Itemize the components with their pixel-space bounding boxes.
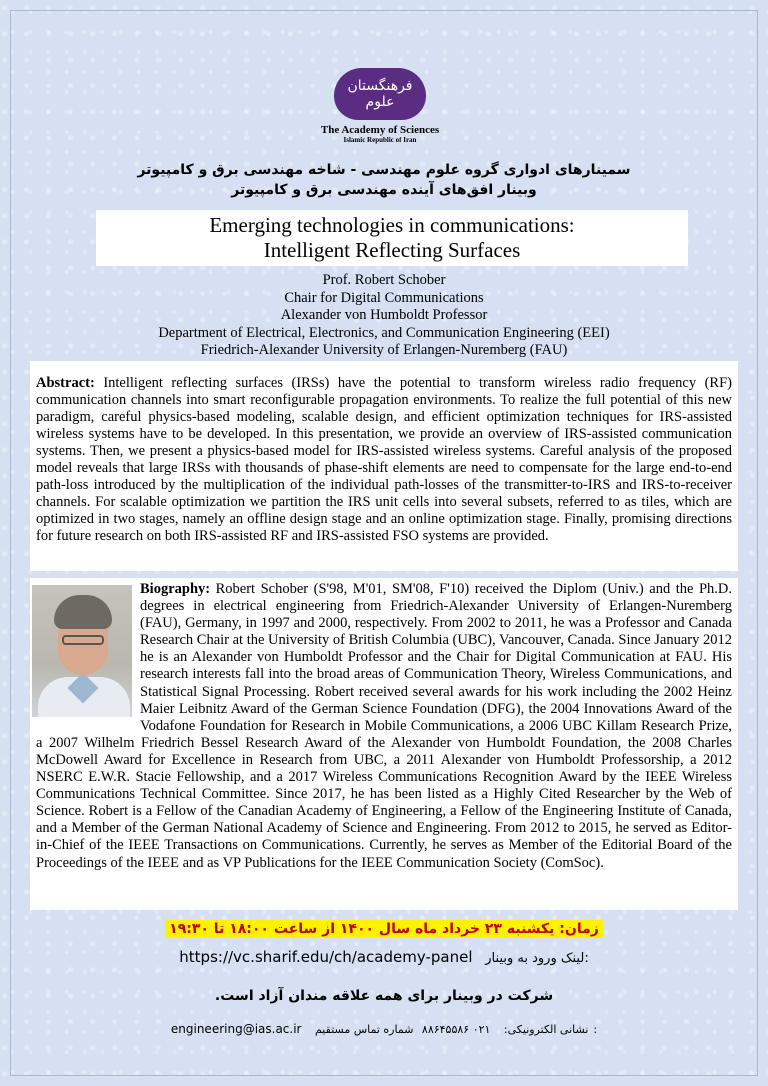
contact-email[interactable]: engineering@ias.ac.ir [170, 1022, 302, 1036]
talk-title-line1: Emerging technologies in communications: [209, 213, 575, 237]
abstract-label: Abstract: [36, 375, 95, 391]
contact-phone: ۰۲۱ ۸۸۶۴۵۵۸۶ [421, 1023, 491, 1036]
speaker-info [0, 272, 768, 360]
speaker-position-2: Alexander von Humboldt Professor [280, 307, 488, 323]
webinar-link-label: لینک ورود به وبینار: [485, 951, 589, 966]
contact-email-label: نشانی الکترونیکی: [503, 1023, 589, 1036]
speaker-department: Department of Electrical, Electronics, and Communication Engineering (EEI) [158, 324, 610, 341]
speaker-university: Friedrich-Alexander University of Erlangen-Nuremberg (FAU) [200, 342, 568, 358]
schedule-text: زمان: یکشنبه ۲۳ خرداد ماه سال ۱۴۰۰ از ساعت ۱۸:۰۰ تا ۱۹:۳۰ [165, 920, 603, 938]
talk-title [96, 210, 688, 266]
schedule-line [0, 920, 768, 938]
academy-logo [318, 68, 442, 158]
biography-text: Robert Schober (S'98, M'01, SM'08, F'10) received the Diplom (Univ.) and the Ph.D. degrees in electrical engineering from Friedrich-Alexander University of Erlangen-Nuremberg (FAU), Germany, in 1997 and 2000, respectively. From 2002 to 2011, he was a Professor and Canada Research Chair at the University of British Columbia (UBC), Vancouver, Canada. Since January 2012 he is an Alexander von Humboldt Professor and the Chair for Digital Communication at FAU. His research interests fall into the broad areas of Communication Theory, Wireless Communications, and Statistical Signal Processing. Robert received several awards for his work including the 2002 Heinz Maier Leibnitz Award of the German Science Foundation (DFG), the 2004 Innovations Award of the Vodafone Foundation for Research in Mobile Communications, a 2006 UBC Killam Research Prize, a 2007 Wilhelm Friedrich Bessel Research Award of the Alexander von Humboldt Foundation, the 2008 Charles McDowell Award for Excellence in Research from UBC, a 2011 Alexander von Humboldt Professorship, a 2012 NSERC E.W.R. Stacie Fellowship, and a 2017 Wireless Communications Recognition Award by the IEEE Wireless Communications Technical Committee. Since 2017, he has been listed as a Highly Cited Researcher by the Web of Science. Robert is a Fellow of the Canadian Academy of Engineering, a Fellow of the Engineering Institute of Canada, and a Member of the German National Academy of Science and Engineering. From 2012 to 2015, he served as Editor-in-Chief of the IEEE Transactions on Communications. Currently, he serves as Member of the Editorial Board of the Proceedings of the IEEE and as VP Publications for the IEEE Communication Society (ComSoc). [36, 581, 733, 871]
abstract-section [30, 361, 738, 571]
contact-phone-label: شماره تماس مستقیم: [314, 1023, 598, 1036]
speaker-position-1: Chair for Digital Communications [284, 289, 484, 306]
logo-fa-text: فرهنگستان علوم [347, 78, 413, 110]
contact-line [0, 1022, 768, 1036]
talk-title-line2: Intelligent Reflecting Surfaces [263, 238, 521, 262]
abstract-text: Intelligent reflecting surfaces (IRSs) have the potential to transform wireless radio frequency (RF) communication channels into smart reconfigurable propagation environments. To realize the full potential of this new paradigm, careful physics-based modeling, scalable design, and efficient optimization techniques for IRS-assisted wireless systems have to be developed. In this presentation, we provide an overview of IRS-assisted communication systems. Then, we present a physics-based model for IRS-assisted wireless systems. Careful analysis of the proposed model reveals that large IRSs with thousands of phase-shift elements are need to compensate for the large end-to-end path-loss introduced by the multiplication of the individual path-losses of the transmitter-to-IRS and IRS-to-receiver channels. For scalable optimization we partition the IRS unit cells into several subsets, referred to as tiles, which are optimized in two stages, namely an offline design stage and an online optimization stage. Finally, promising directions for future research on both IRS-assisted RF and IRS-assisted FSO systems are provided. [36, 375, 733, 544]
logo-en-name: The Academy of Sciences [320, 124, 440, 136]
speaker-name: Prof. Robert Schober [322, 272, 446, 288]
webinar-heading: وبینار افق‌های آینده مهندسی برق و کامپیوتر [231, 182, 537, 198]
logo-emblem [334, 68, 426, 120]
biography-label: Biography: [140, 581, 211, 597]
webinar-url[interactable]: https://vc.sharif.edu/ch/academy-panel [179, 948, 473, 966]
participation-notice: شرکت در وبینار برای همه علاقه مندان آزاد است. [214, 988, 554, 1004]
logo-en-subtitle: Islamic Republic of Iran [343, 136, 417, 144]
seminar-series-heading: سمینارهای ادواری گروه علوم مهندسی - شاخه مهندسی برق و کامپیوتر [137, 162, 631, 178]
speaker-photo [32, 585, 132, 717]
webinar-link-line [0, 948, 768, 966]
biography-section [30, 578, 738, 910]
